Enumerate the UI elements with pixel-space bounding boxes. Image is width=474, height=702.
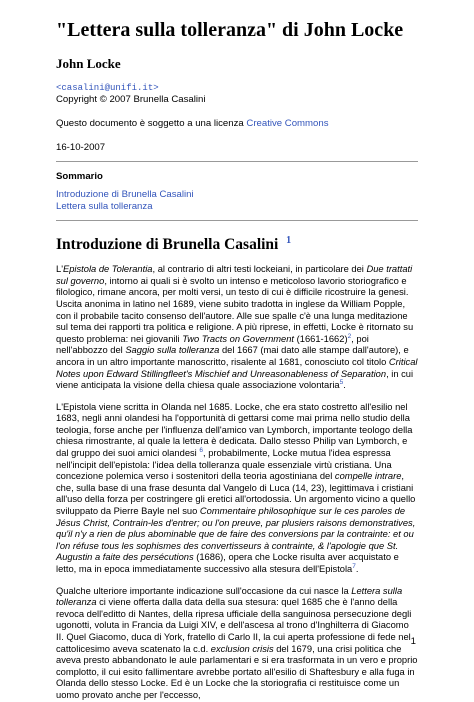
paragraph-text: , intorno ai quali si è svolto un intenso e meticoloso lavorio storiografico e filologico, rimane ancora, per molti versi, un testo di cui è difficile ricostruire la genesi. Uscita anonima in latino nel 1689, viene subito tradotta in inglese da William Popple, con il probabile tacito consenso dell'autore. Alle sue spalle c'è una lunga meditazione sul tema dei rapporti tra politica e religione. A più riprese, in effetti, Locke è ritornato su questo problema: nei giovanili (56, 275, 414, 344)
paragraph-italic: Lettera sulla tolleranza (56, 585, 403, 608)
paragraph-text: . (343, 380, 346, 391)
toc-heading: Sommario (56, 171, 103, 182)
paragraph-text: (1686), opera che Locke risulta aver acquistato e letto, ma in epoca immediatamente successivo alla stesura dell'Epistola (56, 552, 399, 574)
paragraph-italic: Critical Notes upon Edward Stillingfleet's Mischief and Unreasonableness of Separation (56, 356, 418, 379)
document-title: "Lettera sulla tolleranza" di John Locke (56, 19, 404, 41)
paragraph-3 (56, 586, 418, 702)
footnote-ref-2[interactable]: 2 (347, 332, 352, 340)
email-link[interactable]: <casalini@unifi.it> (56, 83, 159, 93)
author-name: John Locke (56, 56, 121, 71)
creative-commons-link[interactable]: Creative Commons (246, 118, 329, 129)
paragraph-text: L' (56, 264, 63, 275)
section-heading-text: Introduzione di Brunella Casalini (56, 236, 279, 254)
toc-item-introduzione[interactable]: Introduzione di Brunella Casalini (56, 189, 194, 200)
paragraph-italic: exclusion crisis (210, 643, 274, 654)
toc-divider (56, 220, 418, 221)
paragraph-text: del 1679, una crisi politica che aveva presto abbandonato le aule parlamentari e si era trasformata in un vero e proprio complotto, il cui esito fallimentare avrebbe portato all'esilio di Shaftesbury e alla fuga in Olanda dello stesso Locke. Ed è un Locke che la storiografia ci restituisce come un uomo provato anche per l'eccesso, (56, 643, 418, 700)
paragraph-text: , probabilmente, Locke mutua l'idea espressa nell'incipit dell'epistola: l'idea della tolleranza quale essenziale virtù cristiana. Una concezione polemica verso i sostenitori della teoria agostiniana del (56, 448, 392, 482)
section-heading (56, 235, 418, 254)
paragraph-italic: Saggio sulla tolleranza (125, 345, 220, 356)
paragraph-italic: Two Tracts on Government (182, 333, 295, 344)
paragraph-1 (56, 264, 418, 392)
paragraph-text: , che, sulla base di una frase desunta dal Vangelo di Luca (14, 23), legittimava i cristiani all'uso della forza per costringere gli eretici all'ortodossia. Un argomento vicino a quello sviluppato da Pierre Bayle nel suo (56, 471, 416, 517)
paragraph-text: ci viene offerta dalla data della sua stesura: quel 1685 che è l'anno della revoca dell'editto di Nantes, della ripresa ufficiale della sanguinosa persecuzione degli ugonotti, voluta in Francia da Luigi XIV, e dell'ascesa al trono d'Inghilterra di Giacomo II. Quel Giacomo, duca di York, fratello di Carlo II, la cui aperta professione di fede nel cattolicesimo aveva scatenato la c.d. (56, 597, 412, 654)
header-divider (56, 161, 418, 162)
toc-item-lettera[interactable]: Lettera sulla tolleranza (56, 201, 153, 212)
paragraph-text: , poi nell'abbozzo del (56, 333, 369, 356)
footnote-ref-6[interactable]: 6 (199, 446, 203, 454)
paragraph-italic: Due trattati sul governo (56, 264, 413, 286)
paragraph-2 (56, 402, 418, 576)
paragraph-text: , al contrario di altri testi lockeiani, in particolare dei (152, 264, 367, 275)
paragraph-text: Qualche ulteriore importante indicazione sull'occasione da cui nasce la (56, 585, 352, 596)
footnote-ref-5[interactable]: 5 (339, 378, 344, 386)
page-number: 1 (410, 636, 416, 647)
paragraph-text: L'Epistola viene scritta in Olanda nel 1685. Locke, che era stato costretto all'esilio nel 1683, negli anni olandesi ha l'opportunità di gettarsi come mai prima nello studio della teologia, forse anche per l'influenza dell'amico van Lymborch, importante teologo della chiesa rimostrante, al quale la lettera è dedicata. Dallo stesso Philip van Lymborch, e dal gruppo dei suoi amici olandesi (56, 401, 413, 459)
paragraph-italic: Epistola de Tolerantia (62, 264, 153, 275)
footnote-ref-7[interactable]: 7 (352, 562, 356, 570)
paragraph-text: . (355, 564, 359, 574)
paragraph-text: del 1667 (mai dato alle stampe dall'autore), e ancora in un altro importante manoscritto, risalente al 1681, conosciuto col titolo (56, 345, 409, 367)
license-notice (56, 118, 418, 130)
paragraph-text: (1661-1662) (294, 333, 348, 344)
table-of-contents (56, 189, 418, 213)
copyright-text: Copyright © 2007 Brunella Casalini (56, 94, 206, 105)
license-text: Questo documento è soggetto a una licenza (56, 118, 247, 129)
footnote-ref-1[interactable]: 1 (286, 235, 292, 246)
paragraph-italic: compelle intrare (334, 471, 402, 482)
document-date: 16-10-2007 (56, 142, 106, 153)
author-meta (56, 82, 418, 106)
paragraph-text: , in cui viene anticipata la visione della chiesa quale associazione volontaria (56, 368, 414, 391)
paragraph-italic: Commentaire philosophique sur le ces paroles de Jésus Christ, Contrain-les d'entrer; ou l'on preuve, par plusiers raisons demonstratives, qu'il n'y a rien de plus abominable que de faire des conversions par la contrainte: et ou l'on réfuse tous les sophismes des convertisseurs à contrainte, & l'apologie que St. Augustin a faite des persécutions (56, 506, 416, 563)
